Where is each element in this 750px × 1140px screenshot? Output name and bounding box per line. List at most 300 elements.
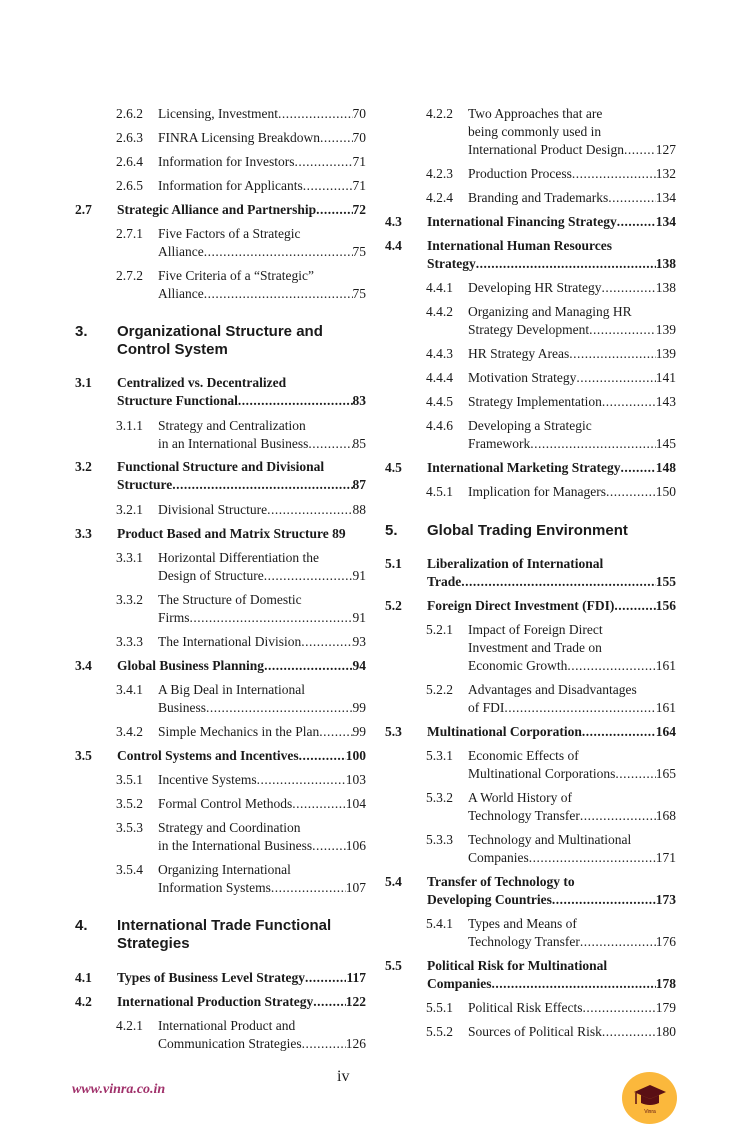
entry-title: Formal Control Methods [158,796,293,811]
toc-entry[interactable] [116,795,366,813]
entry-title: Political Risk for Multinational [427,958,608,973]
entry-title: A Big Deal in International [158,682,305,697]
entry-title: International Financing Strategy [427,214,617,229]
dot-leader [172,476,352,494]
entry-title: FINRA Licensing Breakdown [158,130,320,145]
entry-number: 4.4.3 [426,346,453,361]
entry-title: The Structure of Domestic [158,592,302,607]
entry-title: Structure Functional [117,393,238,408]
toc-entry[interactable] [75,993,366,1011]
entry-page: 176 [655,934,676,949]
entry-title: Transfer of Technology to [427,874,575,889]
entry-number: 4.4.2 [426,304,453,319]
entry-title: Product Based and Matrix Structure 89 [117,526,346,541]
entry-title: Production Process [468,166,572,181]
entry-number: 4.5.1 [426,484,453,499]
entry-title: Global Trading Environment [427,522,628,539]
dot-leader [552,891,656,909]
entry-title: Sources of Political Risk [468,1024,602,1039]
toc-entry[interactable] [426,165,676,183]
dot-leader [608,189,656,207]
entry-title: Strategy and Centralization [158,418,306,433]
toc-entry[interactable] [426,483,676,501]
entry-number: 3.5.1 [116,772,143,787]
entry-page: 156 [655,598,676,613]
entry-page: 88 [352,502,366,517]
entry-page: 150 [655,484,676,499]
toc-entry[interactable] [385,723,676,741]
entry-title: Developing HR Strategy [468,280,602,295]
entry-title: Multinational Corporations [468,766,616,781]
entry-title: Structure [117,477,173,492]
entry-page: 71 [352,154,366,169]
entry-number: 5. [385,522,398,539]
entry-title: Firms [158,610,190,625]
dot-leader [292,795,346,813]
entry-page: 126 [345,1036,366,1051]
entry-page: 70 [352,106,366,121]
entry-number: 2.6.4 [116,154,143,169]
toc-entry[interactable] [116,501,366,519]
entry-title: Five Criteria of a “Strategic” [158,268,314,283]
entry-page: 85 [352,436,366,451]
entry-page: 75 [352,286,366,301]
toc-entry[interactable] [116,549,366,585]
toc-entry[interactable] [116,633,366,651]
entry-number: 5.3 [385,724,402,739]
toc-entry[interactable] [75,323,366,359]
toc-entry[interactable] [75,657,366,675]
entry-number: 3.4 [75,658,92,673]
toc-entry[interactable] [426,831,676,867]
entry-page: 71 [352,178,366,193]
toc-entry[interactable] [426,417,676,453]
entry-title: being commonly used in [468,124,602,139]
entry-title: Centralized vs. Decentralized [117,375,287,390]
toc-entry[interactable] [116,1017,366,1053]
vinra-logo [622,1072,677,1124]
entry-number: 4.2.3 [426,166,453,181]
entry-page: 138 [655,256,676,271]
entry-page: 107 [345,880,366,895]
dot-leader [271,879,346,897]
entry-title: International Production Strategy [117,994,314,1009]
entry-page: 100 [345,748,366,763]
entry-number: 2.6.2 [116,106,143,121]
toc-entry[interactable] [116,771,366,789]
dot-leader [602,393,656,411]
entry-title: Technology and Multinational [468,832,632,847]
entry-number: 2.7.2 [116,268,143,283]
entry-number: 3.4.2 [116,724,143,739]
entry-number: 5.5.1 [426,1000,453,1015]
entry-number: 4.4.1 [426,280,453,295]
dot-leader [567,657,655,675]
toc-entry[interactable] [426,999,676,1017]
dot-leader [476,255,656,273]
toc-entry[interactable] [75,747,366,765]
entry-title: Information for Investors [158,154,295,169]
toc-entry[interactable] [426,1023,676,1041]
entry-number: 3.3.2 [116,592,143,607]
entry-page: 104 [345,796,366,811]
entry-number: 3.5 [75,748,92,763]
entry-page: 72 [352,202,366,217]
entry-page: 178 [655,976,676,991]
toc-entry[interactable] [116,153,366,171]
entry-number: 5.3.3 [426,832,453,847]
entry-title: Implication for Managers [468,484,606,499]
entry-page: 91 [352,610,366,625]
dot-leader [620,459,655,477]
entry-page: 161 [655,658,676,673]
entry-title: Global Business Planning [117,658,265,673]
entry-page: 99 [352,724,366,739]
entry-title: International Product and [158,1018,296,1033]
entry-number: 3.5.4 [116,862,143,877]
entry-number: 3.5.2 [116,796,143,811]
dot-leader [614,597,655,615]
entry-number: 4.4.6 [426,418,453,433]
toc-entry[interactable] [385,522,676,540]
dot-leader [294,153,352,171]
dot-leader [529,849,656,867]
toc-entry[interactable] [75,917,366,953]
entry-page: 139 [655,346,676,361]
entry-number: 4.4.5 [426,394,453,409]
toc-entry[interactable] [426,105,676,159]
toc-entry[interactable] [385,213,676,231]
entry-number: 5.4 [385,874,402,889]
entry-title: in the International Business [158,838,313,853]
entry-page: 155 [655,574,676,589]
entry-title: Alliance [158,286,204,301]
entry-number: 4.2.4 [426,190,453,205]
entry-title: in an International Business [158,436,309,451]
entry-page: 134 [655,190,676,205]
entry-page: 173 [655,892,676,907]
toc-entry[interactable] [116,819,366,855]
entry-page: 139 [655,322,676,337]
dot-leader [615,765,655,783]
entry-title: Motivation Strategy [468,370,577,385]
entry-number: 3.2 [75,459,92,474]
entry-number: 4.5 [385,460,402,475]
entry-title: A World History of [468,790,573,805]
entry-page: 168 [655,808,676,823]
entry-title: Strategy [427,256,476,271]
dot-leader [582,723,656,741]
entry-title: Design of Structure [158,568,264,583]
toc-entry[interactable] [75,969,366,987]
entry-title: Strategy Development [468,322,590,337]
entry-title: HR Strategy Areas [468,346,570,361]
dot-leader [264,567,353,585]
svg-text:Vinra: Vinra [644,1109,656,1115]
entry-title: Multinational Corporation [427,724,582,739]
entry-title: Organizing International [158,862,291,877]
dot-leader [589,321,656,339]
dot-leader [264,657,352,675]
entry-page: 117 [346,970,366,985]
entry-page: 70 [352,130,366,145]
entry-title: Impact of Foreign Direct [468,622,603,637]
entry-title: Foreign Direct Investment (FDI) [427,598,615,613]
dot-leader [320,129,353,147]
page-number: iv [337,1068,350,1085]
entry-title: Five Factors of a Strategic [158,226,301,241]
entry-page: 106 [345,838,366,853]
entry-title: Licensing, Investment [158,106,278,121]
entry-page: 75 [352,244,366,259]
toc-entry[interactable] [385,597,676,615]
entry-title: Communication Strategies [158,1036,302,1051]
entry-number: 3.5.3 [116,820,143,835]
entry-number: 4.4 [385,238,402,253]
entry-title: The International Division [158,634,302,649]
toc-entry[interactable] [116,417,366,453]
entry-page: 94 [352,658,366,673]
toc-entry[interactable] [75,458,366,494]
toc-entry[interactable] [426,747,676,783]
entry-number: 5.3.1 [426,748,453,763]
entry-title: International Human Resources [427,238,613,253]
toc-entry[interactable] [116,591,366,627]
dot-leader [617,213,656,231]
entry-title: Strategy Implementation [468,394,602,409]
toc-entry[interactable] [426,189,676,207]
entry-number: 4.3 [385,214,402,229]
entry-title: Liberalization of International [427,556,604,571]
entry-page: 165 [655,766,676,781]
entry-title: Types of Business Level Strategy [117,970,305,985]
entry-number: 3.4.1 [116,682,143,697]
entry-title: Types and Means of [468,916,577,931]
entry-title: Control Systems and Incentives [117,748,299,763]
entry-page: 141 [655,370,676,385]
entry-page: 148 [655,460,676,475]
dot-leader [313,993,346,1011]
entry-title: Strategic Alliance and Partnership [117,202,317,217]
toc-entry[interactable] [116,105,366,123]
entry-page: 87 [352,477,366,492]
toc-entry[interactable] [385,237,676,273]
entry-title: Two Approaches that are [468,106,603,121]
dot-leader [606,483,656,501]
entry-number: 5.2 [385,598,402,613]
entry-title: Alliance [158,244,204,259]
entry-number: 4.2 [75,994,92,1009]
graduation-cap-icon [622,1072,677,1124]
entry-title: Control System [117,341,228,358]
dot-leader [602,1023,656,1041]
entry-title: Developing a Strategic [468,418,592,433]
dot-leader [580,807,656,825]
entry-page: 103 [345,772,366,787]
entry-number: 5.5 [385,958,402,973]
entry-title: of FDI [468,700,505,715]
entry-number: 3.3.1 [116,550,143,565]
toc-entry[interactable] [116,861,366,897]
entry-page: 145 [655,436,676,451]
entry-page: 179 [655,1000,676,1015]
entry-page: 164 [655,724,676,739]
toc-entry[interactable] [385,873,676,909]
toc-entry[interactable] [116,129,366,147]
dot-leader [302,1035,346,1053]
entry-title: Horizontal Differentiation the [158,550,319,565]
entry-title: Organizing and Managing HR [468,304,632,319]
entry-number: 2.7 [75,202,92,217]
entry-number: 5.2.1 [426,622,453,637]
dot-leader [530,435,656,453]
entry-page: 91 [352,568,366,583]
toc-entry[interactable] [116,267,366,303]
dot-leader [576,369,655,387]
entry-title: Economic Growth [468,658,568,673]
entry-number: 4.1 [75,970,92,985]
entry-number: 4.2.2 [426,106,453,121]
dot-leader [303,177,353,195]
entry-number: 3.3.3 [116,634,143,649]
toc-entry[interactable] [426,681,676,717]
toc-entry[interactable] [426,303,676,339]
entry-title: Information Systems [158,880,271,895]
entry-number: 5.3.2 [426,790,453,805]
dot-leader [278,105,353,123]
dot-leader [569,345,656,363]
entry-title: Developing Countries [427,892,552,907]
entry-page: 132 [655,166,676,181]
toc-entry[interactable] [426,345,676,363]
entry-page: 83 [352,393,366,408]
entry-number: 2.6.5 [116,178,143,193]
entry-title: Technology Transfer [468,808,580,823]
toc-entry[interactable] [426,279,676,297]
entry-page: 143 [655,394,676,409]
website-link[interactable]: www.vinra.co.in [72,1082,166,1097]
entry-number: 3.2.1 [116,502,143,517]
dot-leader [572,165,656,183]
entry-title: Divisional Structure [158,502,268,517]
toc-entry[interactable] [385,555,676,591]
dot-leader [305,969,346,987]
entry-page: 122 [345,994,366,1009]
dot-leader [308,435,352,453]
entry-title: Simple Mechanics in the Plan [158,724,320,739]
entry-number: 5.2.2 [426,682,453,697]
toc-entry[interactable] [426,789,676,825]
dot-leader [257,771,346,789]
entry-number: 4.2.1 [116,1018,143,1033]
entry-number: 3. [75,323,88,340]
dot-leader [312,837,346,855]
entry-page: 180 [655,1024,676,1039]
toc-entry[interactable] [426,915,676,951]
dot-leader [299,747,346,765]
dot-leader [624,141,656,159]
entry-title: Strategies [117,935,190,952]
toc-entry[interactable] [116,681,366,717]
entry-number: 5.5.2 [426,1024,453,1039]
entry-number: 3.1 [75,375,92,390]
dot-leader [492,975,656,993]
entry-page: 93 [352,634,366,649]
entry-title: Organizational Structure and [117,323,323,340]
dot-leader [238,392,353,410]
entry-title: Economic Effects of [468,748,579,763]
entry-page: 161 [655,700,676,715]
toc-entry[interactable] [116,225,366,261]
entry-title: Strategy and Coordination [158,820,301,835]
entry-title: International Marketing Strategy [427,460,621,475]
entry-title: International Trade Functional [117,917,332,934]
toc-entry[interactable] [116,177,366,195]
entry-title: Framework [468,436,531,451]
entry-title: Incentive Systems [158,772,257,787]
entry-title: Functional Structure and Divisional [117,459,325,474]
entry-title: Business [158,700,207,715]
dot-leader [204,285,353,303]
entry-title: Companies [468,850,529,865]
entry-number: 2.6.3 [116,130,143,145]
entry-number: 3.1.1 [116,418,143,433]
entry-number: 5.4.1 [426,916,453,931]
dot-leader [319,723,352,741]
entry-number: 2.7.1 [116,226,143,241]
entry-title: Information for Applicants [158,178,303,193]
dot-leader [267,501,352,519]
dot-leader [190,609,353,627]
entry-page: 171 [655,850,676,865]
toc-entry[interactable] [426,369,676,387]
entry-title: Advantages and Disadvantages [468,682,637,697]
entry-title: Companies [427,976,492,991]
dot-leader [601,279,655,297]
entry-title: Trade [427,574,462,589]
toc-entry[interactable] [385,459,676,477]
entry-number: 4.4.4 [426,370,453,385]
entry-page: 138 [655,280,676,295]
entry-number: 3.3 [75,526,92,541]
toc-entry[interactable] [426,393,676,411]
toc-entry[interactable] [385,957,676,993]
entry-page: 134 [655,214,676,229]
dot-leader [301,633,352,651]
entry-title: Branding and Trademarks [468,190,609,205]
dot-leader [206,699,352,717]
dot-leader [316,201,352,219]
dot-leader [583,999,656,1017]
entry-number: 4. [75,917,88,934]
entry-page: 99 [352,700,366,715]
toc-entry[interactable] [426,621,676,675]
toc-entry[interactable] [116,723,366,741]
entry-page: 127 [655,142,676,157]
entry-title: International Product Design [468,142,624,157]
entry-title: Investment and Trade on [468,640,602,655]
dot-leader [580,933,656,951]
entry-title: Political Risk Effects [468,1000,583,1015]
toc-entry[interactable] [75,374,366,410]
entry-number: 5.1 [385,556,402,571]
toc-entry[interactable] [75,525,366,543]
entry-title: Technology Transfer [468,934,580,949]
dot-leader [204,243,353,261]
dot-leader [504,699,655,717]
toc-entry[interactable] [75,201,366,219]
dot-leader [461,573,656,591]
